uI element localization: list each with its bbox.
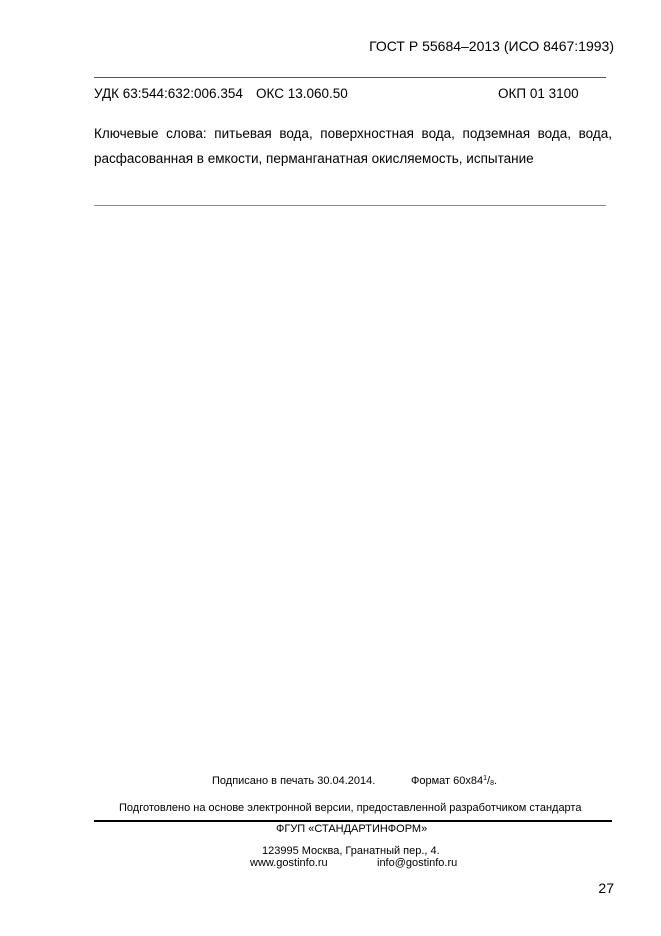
publisher-name: ФГУП «СТАНДАРТИНФОРМ» — [276, 823, 428, 835]
oks-code: ОКС 13.060.50 — [256, 86, 348, 101]
publisher-address: 123995 Москва, Гранатный пер., 4. — [262, 845, 440, 857]
keywords-line-1: Ключевые слова: питьевая вода, поверхностная вода, подземная вода, вода, — [94, 126, 612, 141]
keywords-paragraph — [94, 121, 612, 171]
print-format-numerator: 1 — [483, 775, 488, 782]
print-format-prefix: Формат 60х84 — [411, 775, 484, 787]
standard-code: ГОСТ Р 55684–2013 (ИСО 8467:1993) — [369, 38, 614, 54]
publisher-website: www.gostinfo.ru — [250, 857, 328, 869]
keywords-line-2: расфасованная в емкости, перманганатная окисляемость, испытание — [94, 151, 534, 166]
publisher-email: info@gostinfo.ru — [377, 857, 458, 869]
udk-code: УДК 63:544:632:006.354 — [94, 86, 243, 101]
okp-code: ОКП 01 3100 — [498, 86, 579, 101]
print-format: Формат $60х84^1/_8$. — [411, 775, 498, 787]
signed-to-print: Подписано в печать 30.04.2014. — [212, 775, 376, 787]
keywords-divider — [94, 205, 606, 206]
prepared-note: Подготовлено на основе электронной версии, предоставленной разработчиком стандарта — [119, 802, 582, 814]
print-format-denominator: 8 — [490, 780, 494, 787]
page-number: 27 — [598, 880, 614, 896]
header-divider — [94, 77, 606, 78]
print-format-suffix: . — [493, 775, 498, 787]
imprint-divider — [94, 820, 612, 822]
